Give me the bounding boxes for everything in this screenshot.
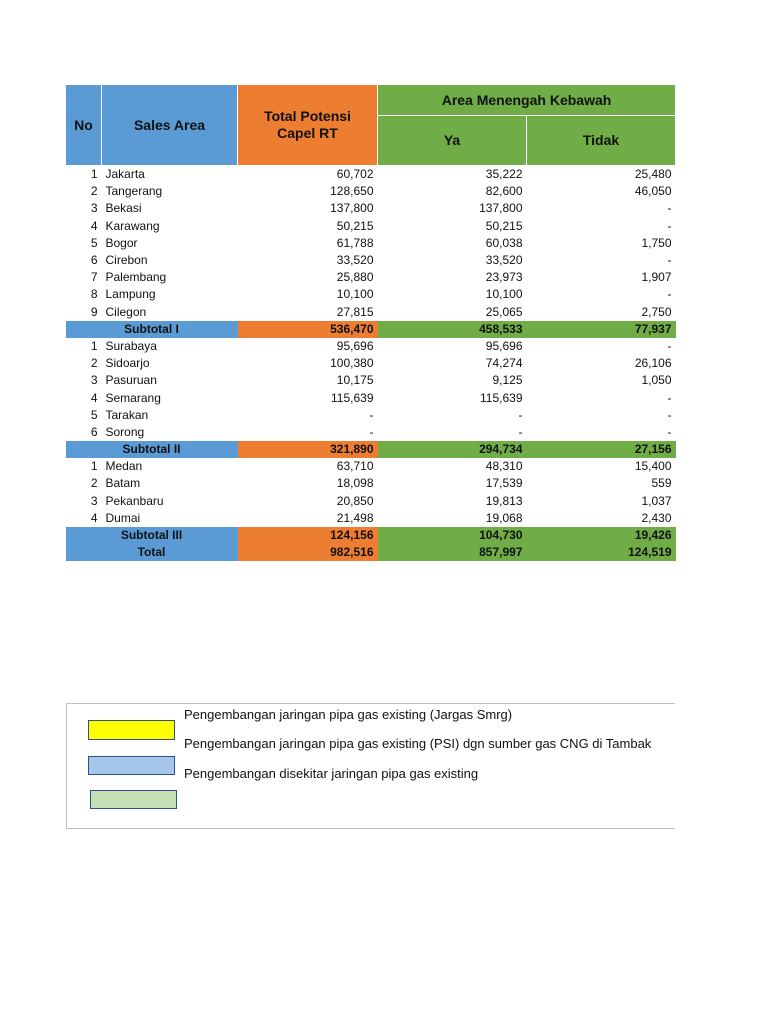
subtotal-ya: 104,730: [378, 527, 527, 544]
sales-area-name: Lampung: [105, 287, 156, 302]
tidak-value: 46,050: [634, 184, 672, 199]
table-row: [66, 510, 676, 527]
row-number: 5: [90, 407, 98, 422]
sales-area-name: Medan: [105, 459, 143, 474]
total-potensi-value: -: [369, 407, 374, 422]
table-row: [66, 424, 676, 441]
subtotal-row: [66, 527, 676, 544]
tidak-value: 2,430: [641, 510, 672, 525]
tidak-value: -: [667, 218, 672, 233]
total-potensi-value: 27,815: [336, 304, 374, 319]
subtotal-tidak: 19,426: [527, 527, 676, 544]
tidak-value: 559: [651, 476, 672, 491]
sales-area-name: Cirebon: [105, 253, 148, 268]
row-number: 6: [90, 253, 98, 268]
row-number: 2: [90, 184, 98, 199]
tidak-value: 2,750: [641, 304, 672, 319]
table-row: [66, 475, 676, 492]
ya-value: 60,038: [485, 235, 523, 250]
sales-area-name: Sidoarjo: [105, 356, 150, 371]
row-number: 3: [90, 373, 98, 388]
ya-value: 74,274: [485, 356, 523, 371]
grand-total-row: [66, 544, 676, 561]
ya-value: -: [518, 424, 523, 439]
ya-value: 23,973: [485, 270, 523, 285]
sales-area-name: Sorong: [105, 424, 145, 439]
legend-swatch-blue: [88, 756, 175, 775]
row-number: 4: [90, 390, 98, 405]
subtotal-tidak: 77,937: [527, 321, 676, 338]
table-row: [66, 458, 676, 475]
row-number: 4: [90, 510, 98, 525]
tidak-value: 15,400: [634, 459, 672, 474]
tidak-value: -: [667, 201, 672, 216]
grand-total-label: Total: [66, 544, 238, 561]
row-number: 1: [90, 167, 98, 182]
total-potensi-value: 63,710: [336, 459, 374, 474]
row-number: 1: [90, 338, 98, 353]
total-potensi-value: 61,788: [336, 235, 374, 250]
total-potensi-value: 10,100: [336, 287, 374, 302]
sales-area-name: Surabaya: [105, 338, 157, 353]
table-row: [66, 200, 676, 217]
table-row: [66, 269, 676, 286]
table-row: [66, 286, 676, 303]
ya-value: 50,215: [485, 218, 523, 233]
legend-text-3: Pengembangan disekitar jaringan pipa gas existing: [184, 766, 479, 781]
tidak-value: 26,106: [634, 356, 672, 371]
ya-value: 10,100: [485, 287, 523, 302]
ya-value: 17,539: [485, 476, 523, 491]
sales-potential-table: [65, 84, 676, 561]
tidak-value: -: [667, 287, 672, 302]
row-number: 2: [90, 476, 98, 491]
table-row: [66, 493, 676, 510]
total-potensi-value: 21,498: [336, 510, 374, 525]
ya-value: 9,125: [492, 373, 523, 388]
sales-area-name: Pekanbaru: [105, 493, 164, 508]
sales-area-name: Pasuruan: [105, 373, 157, 388]
sales-area-name: Dumai: [105, 510, 141, 525]
table-row: [66, 183, 676, 200]
ya-value: 95,696: [485, 338, 523, 353]
ya-value: 82,600: [485, 184, 523, 199]
ya-value: -: [518, 407, 523, 422]
ya-value: 35,222: [485, 167, 523, 182]
table-row: [66, 235, 676, 252]
subtotal-ya: 294,734: [378, 441, 527, 458]
subtotal-total: 321,890: [238, 441, 378, 458]
tidak-value: -: [667, 253, 672, 268]
header-ya: Ya: [378, 116, 527, 166]
tidak-value: 1,037: [641, 493, 672, 508]
tidak-value: 1,907: [641, 270, 672, 285]
ya-value: 19,813: [485, 493, 523, 508]
row-number: 5: [90, 235, 98, 250]
table-row: [66, 166, 676, 184]
row-number: 1: [90, 459, 98, 474]
table-row: [66, 407, 676, 424]
sales-area-name: Jakarta: [105, 167, 145, 182]
subtotal-row: [66, 441, 676, 458]
total-potensi-value: 60,702: [336, 167, 374, 182]
legend-swatch-yellow: [88, 720, 175, 740]
grand-total-ya: 857,997: [378, 544, 527, 561]
sales-area-name: Batam: [105, 476, 141, 491]
subtotal-ya: 458,533: [378, 321, 527, 338]
tidak-value: 25,480: [634, 167, 672, 182]
tidak-value: -: [667, 338, 672, 353]
table-row: [66, 338, 676, 355]
header-sales-area: Sales Area: [102, 85, 238, 166]
table-row: [66, 389, 676, 406]
total-potensi-value: 128,650: [330, 184, 374, 199]
row-number: 9: [90, 304, 98, 319]
total-potensi-value: 95,696: [336, 338, 374, 353]
sales-area-name: Bekasi: [105, 201, 142, 216]
row-number: 2: [90, 356, 98, 371]
subtotal-label: Subtotal I: [66, 321, 238, 338]
sales-area-name: Palembang: [105, 270, 167, 285]
table-row: [66, 252, 676, 269]
table-row: [66, 355, 676, 372]
ya-value: 19,068: [485, 510, 523, 525]
subtotal-tidak: 27,156: [527, 441, 676, 458]
table-row: [66, 304, 676, 321]
row-number: 6: [90, 424, 98, 439]
total-potensi-value: 100,380: [330, 356, 374, 371]
sales-area-name: Semarang: [105, 390, 161, 405]
subtotal-row: [66, 321, 676, 338]
table-row: [66, 372, 676, 389]
legend-box: [66, 703, 675, 829]
total-potensi-value: 18,098: [336, 476, 374, 491]
total-potensi-value: -: [369, 424, 374, 439]
tidak-value: 1,050: [641, 373, 672, 388]
row-number: 3: [90, 201, 98, 216]
row-number: 7: [90, 270, 98, 285]
total-potensi-value: 115,639: [331, 390, 374, 405]
subtotal-total: 536,470: [238, 321, 378, 338]
subtotal-total: 124,156: [238, 527, 378, 544]
legend-text-1: Pengembangan jaringan pipa gas existing (Jargas Smrg): [184, 707, 513, 722]
grand-total-tidak: 124,519: [527, 544, 676, 561]
total-potensi-value: 137,800: [330, 201, 374, 216]
row-number: 8: [90, 287, 98, 302]
header-total-line1: Total Potensi: [264, 108, 351, 124]
header-tidak: Tidak: [527, 116, 676, 166]
total-potensi-value: 20,850: [336, 493, 374, 508]
row-number: 3: [90, 493, 98, 508]
row-number: 4: [90, 218, 98, 233]
tidak-value: -: [667, 407, 672, 422]
ya-value: 137,800: [479, 201, 523, 216]
tidak-value: 1,750: [641, 235, 672, 250]
table-row: [66, 218, 676, 235]
header-total-potensi: [238, 85, 378, 166]
sales-area-name: Karawang: [105, 218, 160, 233]
legend-text-2: Pengembangan jaringan pipa gas existing (PSI) dgn sumber gas CNG di Tambak: [184, 736, 652, 751]
total-potensi-value: 33,520: [336, 253, 374, 268]
header-total-line2: Capel RT: [277, 125, 338, 141]
ya-value: 115,639: [480, 390, 523, 405]
grand-total-total: 982,516: [238, 544, 378, 561]
total-potensi-value: 50,215: [336, 218, 374, 233]
legend-swatch-green: [90, 790, 177, 809]
total-potensi-value: 10,175: [336, 373, 374, 388]
header-no: No: [66, 85, 102, 166]
sales-area-name: Cilegon: [105, 304, 147, 319]
total-potensi-value: 25,880: [336, 270, 374, 285]
ya-value: 48,310: [485, 459, 523, 474]
subtotal-label: Subtotal II: [66, 441, 238, 458]
table-body: [66, 166, 676, 562]
sales-area-name: Tarakan: [105, 407, 149, 422]
tidak-value: -: [667, 424, 672, 439]
tidak-value: -: [667, 390, 672, 405]
ya-value: 33,520: [485, 253, 523, 268]
sales-area-name: Tangerang: [105, 184, 163, 199]
sales-area-name: Bogor: [105, 235, 138, 250]
header-area-group: Area Menengah Kebawah: [378, 85, 676, 116]
ya-value: 25,065: [485, 304, 523, 319]
subtotal-label: Subtotal III: [66, 527, 238, 544]
